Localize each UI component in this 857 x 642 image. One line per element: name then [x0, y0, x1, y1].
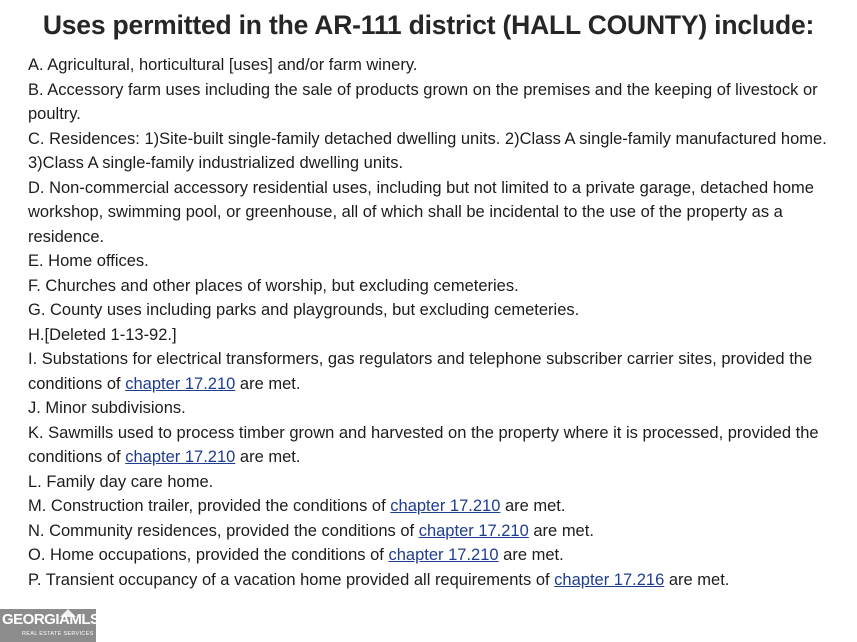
georgia-mls-logo: [0, 609, 100, 642]
list-item: [28, 53, 828, 78]
list-item-text: G. County uses including parks and playgrounds, but excluding cemeteries.: [28, 301, 580, 319]
list-item: [28, 347, 828, 396]
list-item: [28, 568, 828, 593]
list-item-text: H.[Deleted 1-13-92.]: [28, 325, 177, 344]
list-item: [28, 127, 828, 176]
chapter-link[interactable]: chapter 17.210: [418, 521, 529, 540]
list-item: [28, 249, 828, 274]
list-item-text: C. Residences: 1)Site-built single-family detached dwelling units. 2)Class A single-family manufactured home. 3)Class A single-family industrialized dwelling units.: [28, 129, 827, 172]
list-item-text: D. Non-commercial accessory residential uses, including but not limited to a private garage, detached home workshop, swimming pool, or greenhouse, all of which shall be incidental to the use of the property as a residence.: [28, 178, 814, 246]
list-item-text: are met.: [235, 374, 301, 393]
chapter-link[interactable]: chapter 17.216: [554, 570, 665, 589]
list-item: [28, 274, 828, 299]
permitted-uses-list: [28, 53, 828, 592]
list-item-text: are met.: [498, 546, 564, 564]
list-item-text: O. Home occupations, provided the conditions of: [28, 546, 389, 564]
list-item-text: are met.: [528, 521, 594, 540]
list-item-text: F. Churches and other places of worship, but excluding cemeteries.: [28, 276, 519, 295]
list-item-text: I. Substations for electrical transformers, gas regulators and telephone subscriber carrier sites, provided the conditions of: [28, 350, 813, 393]
list-item-text: M. Construction trailer, provided the conditions of: [28, 497, 391, 515]
list-item-text: A. Agricultural, horticultural [uses] and/or farm winery.: [28, 56, 418, 74]
list-item: [28, 176, 828, 250]
list-item-text: J. Minor subdivisions.: [28, 399, 186, 417]
list-item-text: K. Sawmills used to process timber grown and harvested on the property where it is processed, provided the conditions of: [28, 423, 819, 466]
chapter-link[interactable]: chapter 17.210: [390, 497, 501, 515]
list-item-text: are met.: [500, 497, 566, 515]
list-item: [28, 323, 828, 348]
logo-subtext: REAL ESTATE SERVICES: [22, 631, 94, 637]
list-item-text: B. Accessory farm uses including the sale of products grown on the premises and the keeping of livestock or poultry.: [28, 80, 818, 123]
list-item: [28, 421, 828, 470]
chapter-link[interactable]: chapter 17.210: [125, 374, 236, 393]
list-item: [28, 494, 828, 519]
list-item: [28, 543, 828, 568]
list-item-text: L. Family day care home.: [28, 472, 214, 491]
chapter-link[interactable]: chapter 17.210: [125, 448, 236, 466]
list-item-text: P. Transient occupancy of a vacation home provided all requirements of: [28, 570, 555, 589]
logo-text: GEORGIAMLS: [2, 611, 100, 628]
chapter-link[interactable]: chapter 17.210: [388, 546, 499, 564]
list-item-text: are met.: [235, 448, 301, 466]
list-item-text: E. Home offices.: [28, 252, 149, 270]
list-item: [28, 470, 828, 495]
list-item: [28, 396, 828, 421]
list-item-text: are met.: [664, 570, 730, 589]
list-item: [28, 78, 828, 127]
list-item-text: N. Community residences, provided the conditions of: [28, 521, 419, 540]
list-item: [28, 298, 828, 323]
list-item: [28, 519, 828, 544]
page-title: Uses permitted in the AR-111 district (HALL COUNTY) include:: [42, 10, 815, 40]
